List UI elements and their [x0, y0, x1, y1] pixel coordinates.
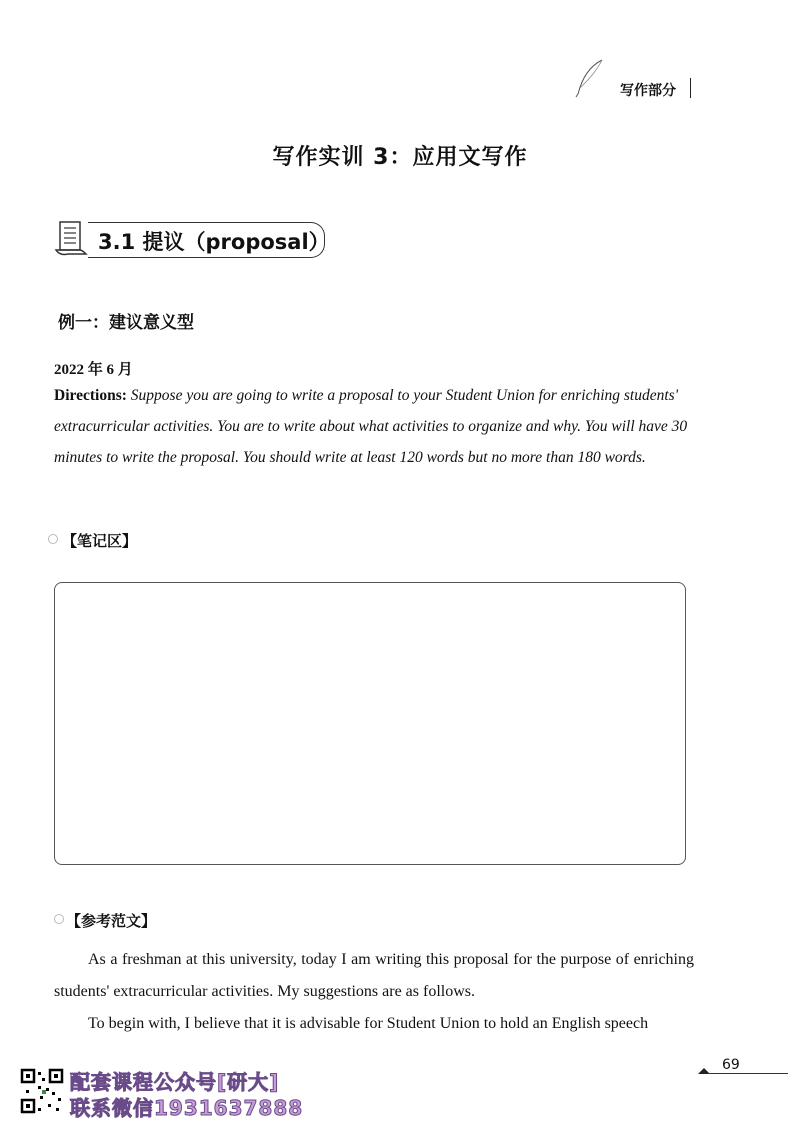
directions-lead: Directions:	[54, 387, 127, 404]
notes-label: 【笔记区】	[62, 532, 138, 550]
reference-label: 【参考范文】	[66, 912, 157, 930]
directions	[54, 380, 694, 473]
feather-icon	[572, 58, 608, 98]
notes-area[interactable]	[54, 582, 686, 865]
page-title: 写作实训 3：应用文写作	[272, 145, 528, 170]
exam-date: 2022 年 6 月	[54, 362, 133, 378]
essay-paragraph: As a freshman at this university, today I am writing this proposal for the purpose of enriching students' extracurricular activities. My suggestions are as follows.	[54, 951, 694, 1000]
page-number: 69	[722, 1057, 740, 1073]
bullet-dot-icon	[54, 914, 64, 924]
qr-code-icon	[20, 1068, 64, 1114]
bullet-dot-icon	[48, 534, 58, 544]
header-divider	[690, 78, 691, 98]
footer-rule	[708, 1073, 788, 1074]
reference-essay	[54, 944, 694, 1040]
example-label: 例一：建议意义型	[58, 313, 194, 333]
scroll-icon	[54, 218, 88, 258]
promo-line-1: 配套课程公众号[研大]	[70, 1070, 280, 1094]
promo-line-2: 联系微信1931637888	[70, 1096, 304, 1120]
header-section-label: 写作部分	[620, 83, 676, 99]
essay-paragraph: To begin with, I believe that it is advisable for Student Union to hold an English speech	[88, 1015, 649, 1032]
section-title: 3.1 提议（proposal）	[98, 230, 330, 254]
directions-text: Suppose you are going to write a proposal to your Student Union for enriching students' extracurricular activities. You are to write about what activities to organize and why. You will have 30 minutes to write the proposal. You should write at least 120 words but no more than 180 words.	[54, 387, 688, 466]
